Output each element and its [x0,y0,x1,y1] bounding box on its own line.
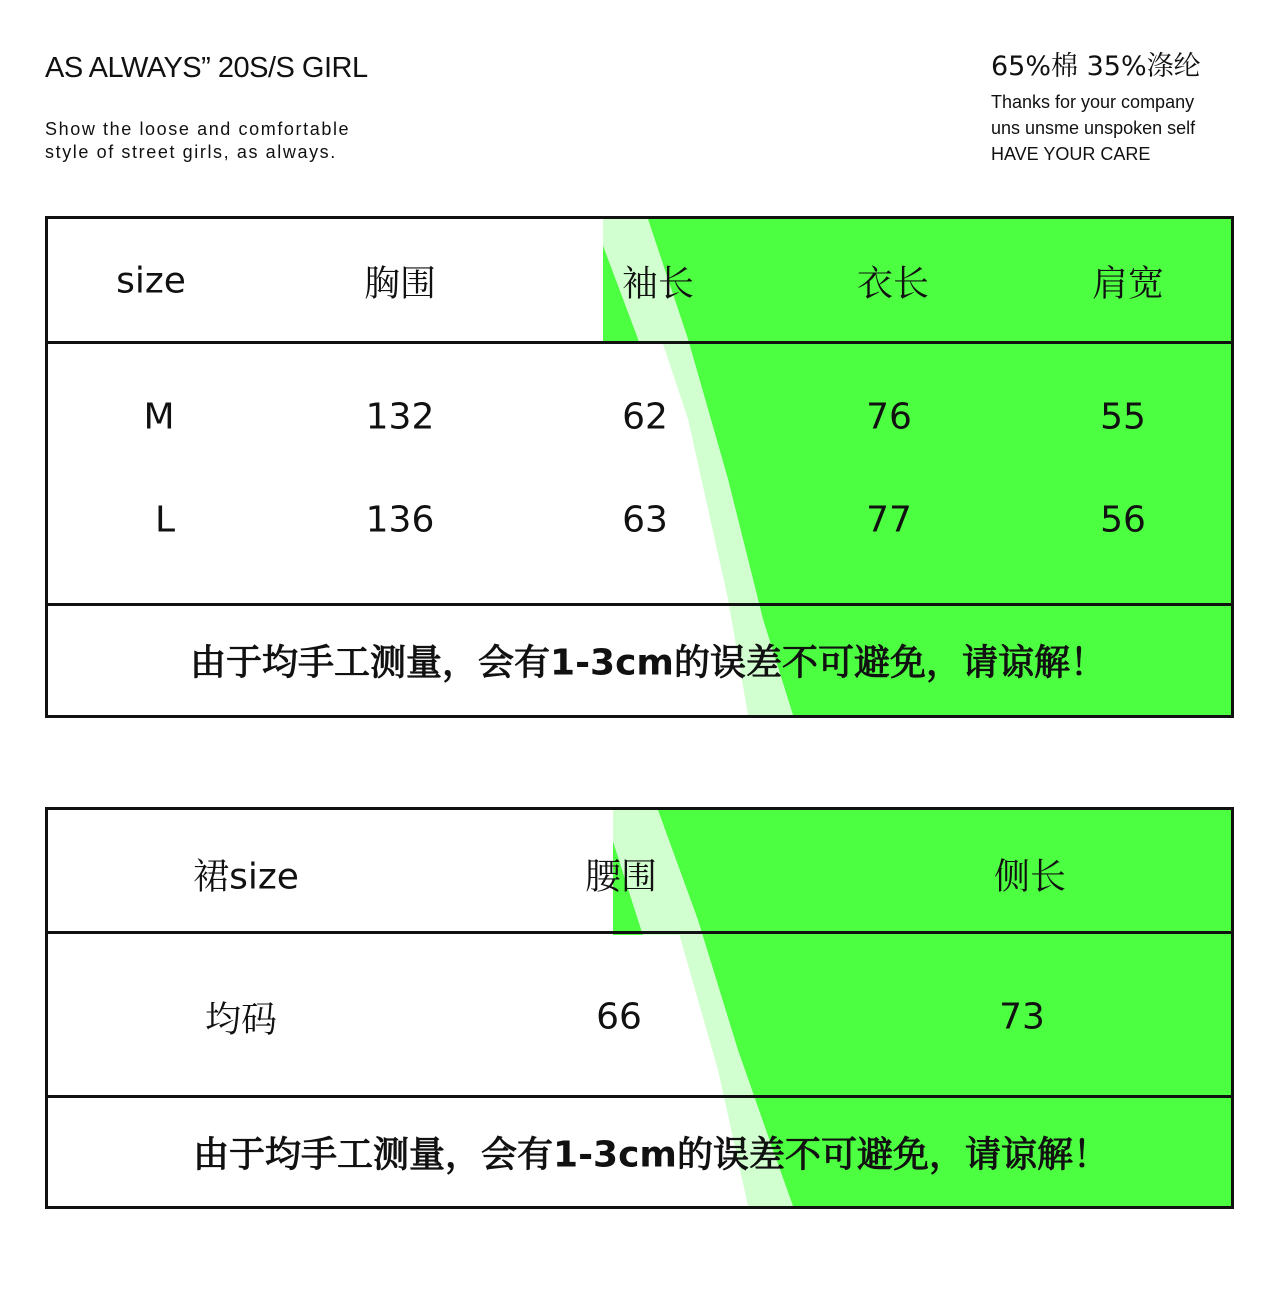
header-row [48,810,1231,934]
table-cell: 132 [365,396,435,438]
tagline [45,118,350,164]
note-row [48,606,1231,715]
col-length-header: 衣长 [856,263,930,305]
fabric-composition: 65%棉 35%涤纶 [991,51,1201,82]
thanks-line: HAVE YOUR CARE [991,144,1151,164]
skirt-size-table [45,807,1234,1209]
table-cell: 63 [622,499,668,541]
table-cell: M [143,396,175,438]
top-size-table [45,216,1234,718]
table-cell: 均码 [204,999,278,1041]
table-cell: 56 [1100,499,1146,541]
col-chest-header: 胸围 [363,263,437,305]
thanks-line: Thanks for your company [991,92,1195,112]
table-cell: 66 [596,996,642,1038]
col-sleeve-header: 袖长 [621,263,695,305]
col-side-length-header: 侧长 [993,856,1067,898]
table-cell: 55 [1100,396,1146,438]
brand-title: AS ALWAYS” 20S/S GIRL [45,52,368,84]
table-cell: L [154,499,176,541]
data-rows [48,934,1231,1098]
thanks-text [991,89,1195,167]
table-cell: 76 [866,396,912,438]
col-shoulder-header: 肩宽 [1091,263,1165,305]
measurement-note: 由于均手工测量，会有1-3cm的误差不可避免，请谅解！ [193,1134,1109,1176]
table-cell: 73 [999,996,1045,1038]
thanks-line: uns unsme unspoken self [991,118,1196,138]
table-cell: 62 [622,396,668,438]
note-row [48,1098,1231,1206]
tagline-line: Show the loose and comfortable [45,119,351,139]
tagline-line: style of street girls, as always. [45,142,337,162]
measurement-note: 由于均手工测量，会有1-3cm的误差不可避免，请谅解！ [190,642,1106,684]
col-waist-header: 腰围 [584,856,658,898]
col-skirt-size-header: 裙size [193,856,299,898]
data-rows [48,344,1231,606]
table-cell: 136 [365,499,435,541]
col-size-header: size [116,260,186,302]
table-cell: 77 [866,499,912,541]
header-row [48,219,1231,344]
